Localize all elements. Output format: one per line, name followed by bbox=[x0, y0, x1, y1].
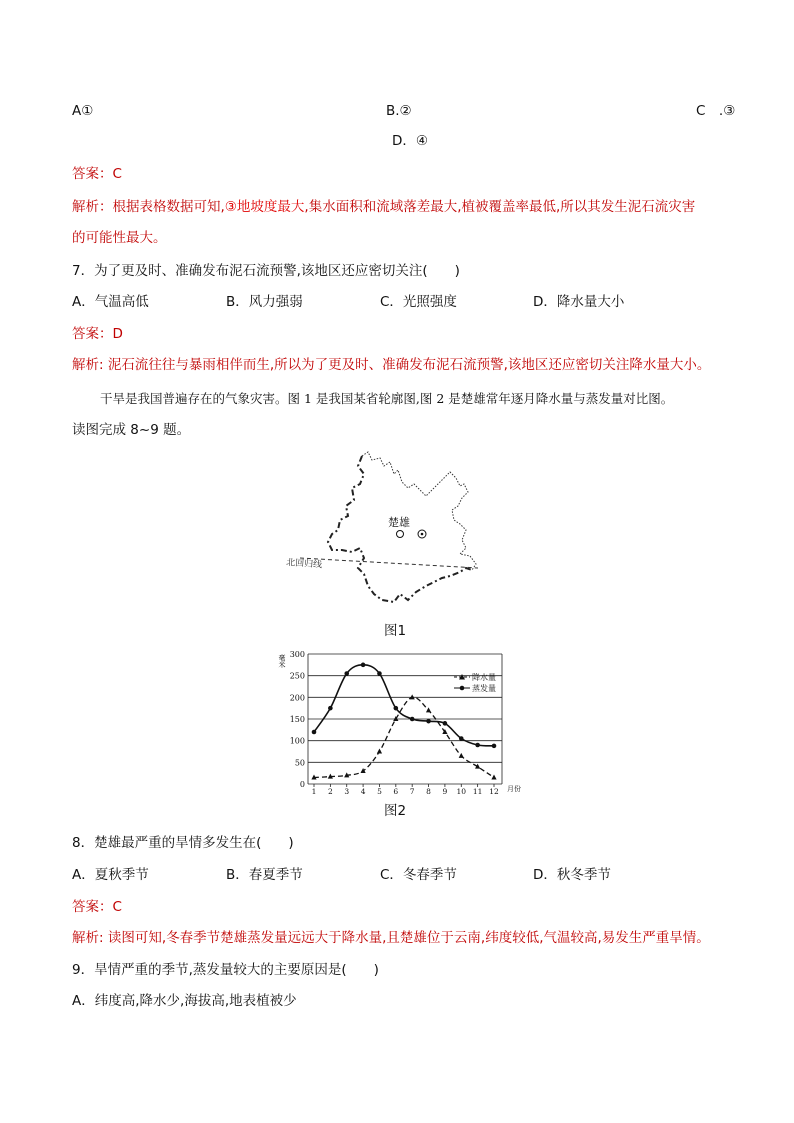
x-tick-label: 11 bbox=[472, 787, 483, 796]
option-c: C .③ bbox=[696, 103, 736, 119]
x-tick-label: 2 bbox=[327, 787, 333, 796]
fig1-caption: 图1 bbox=[384, 623, 407, 639]
analysis-text: 根据表格数据可知, bbox=[112, 199, 225, 215]
q6-analysis-cont: 的可能性最大。 bbox=[72, 230, 167, 246]
y-tick-label: 150 bbox=[289, 715, 305, 724]
evap-point bbox=[312, 730, 317, 735]
city-marker bbox=[397, 531, 404, 538]
evap-point bbox=[328, 706, 333, 711]
intro-line-1: 干旱是我国普遍存在的气象灾害。图 1 是我国某省轮廓图,图 2 是楚雄常年逐月降水量与蒸发量对比图。 bbox=[100, 391, 674, 406]
answer-label: 答案： bbox=[72, 326, 113, 342]
y-axis-label: 毫米 bbox=[278, 654, 286, 668]
analysis-text: 读图可知,冬春季节楚雄蒸发量远远大于降水量,且楚雄位于云南,纬度较低,气温较高,易发生严重旱情。 bbox=[107, 930, 710, 946]
evap-point bbox=[410, 717, 415, 722]
q8-option-c: C．冬春季节 bbox=[380, 867, 457, 883]
q8-option-a: A．夏秋季节 bbox=[72, 867, 149, 883]
q7-stem: 7．为了更及时、准确发布泥石流预警,该地区还应密切关注( ) bbox=[72, 263, 460, 279]
x-tick-label: 10 bbox=[456, 787, 467, 796]
option-d: D．④ bbox=[392, 133, 428, 149]
evap-point bbox=[459, 736, 464, 741]
tropic-label: 北回归线 bbox=[285, 558, 323, 571]
evap-point bbox=[361, 663, 366, 668]
series-line-precip bbox=[314, 697, 494, 777]
q8-analysis bbox=[72, 929, 710, 947]
option-b: B.② bbox=[386, 103, 412, 119]
city-label: 楚雄 bbox=[388, 516, 410, 529]
analysis-highlight: ③地坡度最大 bbox=[224, 199, 305, 215]
precip-point bbox=[491, 775, 496, 780]
legend-circle-marker bbox=[460, 686, 465, 691]
analysis-label: 解析： bbox=[72, 199, 113, 215]
q8-option-d: D．秋冬季节 bbox=[533, 867, 611, 883]
answer-value: C bbox=[112, 899, 122, 915]
evap-point bbox=[475, 743, 480, 748]
precip-point bbox=[410, 694, 415, 699]
y-tick-label: 100 bbox=[289, 736, 305, 746]
x-tick-label: 8 bbox=[426, 787, 431, 796]
x-tick-label: 4 bbox=[360, 787, 366, 796]
analysis-text: ,集水面积和流域落差最大,植被覆盖率最低,所以其发生泥石流灾害 bbox=[304, 199, 696, 215]
x-tick-label: 3 bbox=[344, 787, 350, 796]
evap-point bbox=[492, 744, 497, 749]
evap-point bbox=[443, 721, 448, 726]
q7-option-c: C．光照强度 bbox=[380, 294, 457, 310]
y-tick-label: 0 bbox=[299, 780, 305, 789]
intro-line-2: 读图完成 8~9 题。 bbox=[72, 422, 191, 438]
x-tick-label: 1 bbox=[311, 787, 317, 796]
capital-marker bbox=[421, 533, 424, 536]
evap-point bbox=[426, 719, 431, 724]
x-tick-label: 9 bbox=[442, 787, 448, 796]
evap-point bbox=[377, 671, 382, 676]
y-tick-label: 50 bbox=[294, 758, 305, 768]
q8-option-b: B．春夏季节 bbox=[226, 867, 303, 883]
precip-point bbox=[459, 753, 464, 758]
answer-label: 答案： bbox=[72, 899, 113, 915]
q7-option-a: A．气温高低 bbox=[72, 294, 149, 310]
option-a: A① bbox=[72, 103, 94, 119]
y-tick-label: 200 bbox=[289, 693, 305, 703]
precip-point bbox=[377, 749, 382, 754]
province-boundary bbox=[362, 452, 476, 570]
fig2-caption: 图2 bbox=[384, 803, 407, 819]
y-tick-label: 300 bbox=[289, 650, 305, 659]
q6-analysis bbox=[72, 198, 695, 216]
precip-point bbox=[426, 707, 431, 712]
evap-point bbox=[344, 671, 349, 676]
y-tick-label: 250 bbox=[289, 671, 305, 681]
answer-value: C bbox=[112, 166, 122, 182]
q8-answer bbox=[72, 898, 122, 916]
q9-stem: 9．旱情严重的季节,蒸发量较大的主要原因是( ) bbox=[72, 962, 379, 978]
precip-evap-chart bbox=[270, 646, 524, 796]
analysis-text: 泥石流往往与暴雨相伴而生,所以为了更及时、准确发布泥石流预警,该地区还应密切关注降水量大小。 bbox=[107, 357, 711, 373]
tropic-line bbox=[300, 558, 478, 568]
x-axis-label: 月份 bbox=[507, 785, 521, 793]
q6-answer bbox=[72, 165, 122, 183]
answer-value: D bbox=[112, 326, 123, 342]
x-tick-label: 12 bbox=[489, 787, 499, 796]
x-tick-label: 7 bbox=[409, 787, 415, 796]
province-map bbox=[285, 444, 490, 610]
q7-option-b: B．风力强弱 bbox=[226, 294, 303, 310]
q7-analysis bbox=[72, 356, 710, 374]
answer-label: 答案： bbox=[72, 166, 113, 182]
analysis-label: 解析: bbox=[72, 930, 108, 946]
q7-answer bbox=[72, 325, 123, 343]
q8-stem: 8．楚雄最严重的旱情多发生在( ) bbox=[72, 835, 294, 851]
x-tick-label: 6 bbox=[393, 787, 399, 796]
x-tick-label: 5 bbox=[377, 787, 382, 796]
q9-option-a: A．纬度高,降水少,海拔高,地表植被少 bbox=[72, 993, 297, 1009]
evap-point bbox=[394, 706, 399, 711]
legend-label-evap: 蒸发量 bbox=[472, 684, 496, 693]
q7-option-d: D．降水量大小 bbox=[533, 294, 625, 310]
legend-label-precip: 降水量 bbox=[472, 673, 496, 682]
analysis-label: 解析: bbox=[72, 357, 108, 373]
province-boundary bbox=[328, 456, 472, 602]
